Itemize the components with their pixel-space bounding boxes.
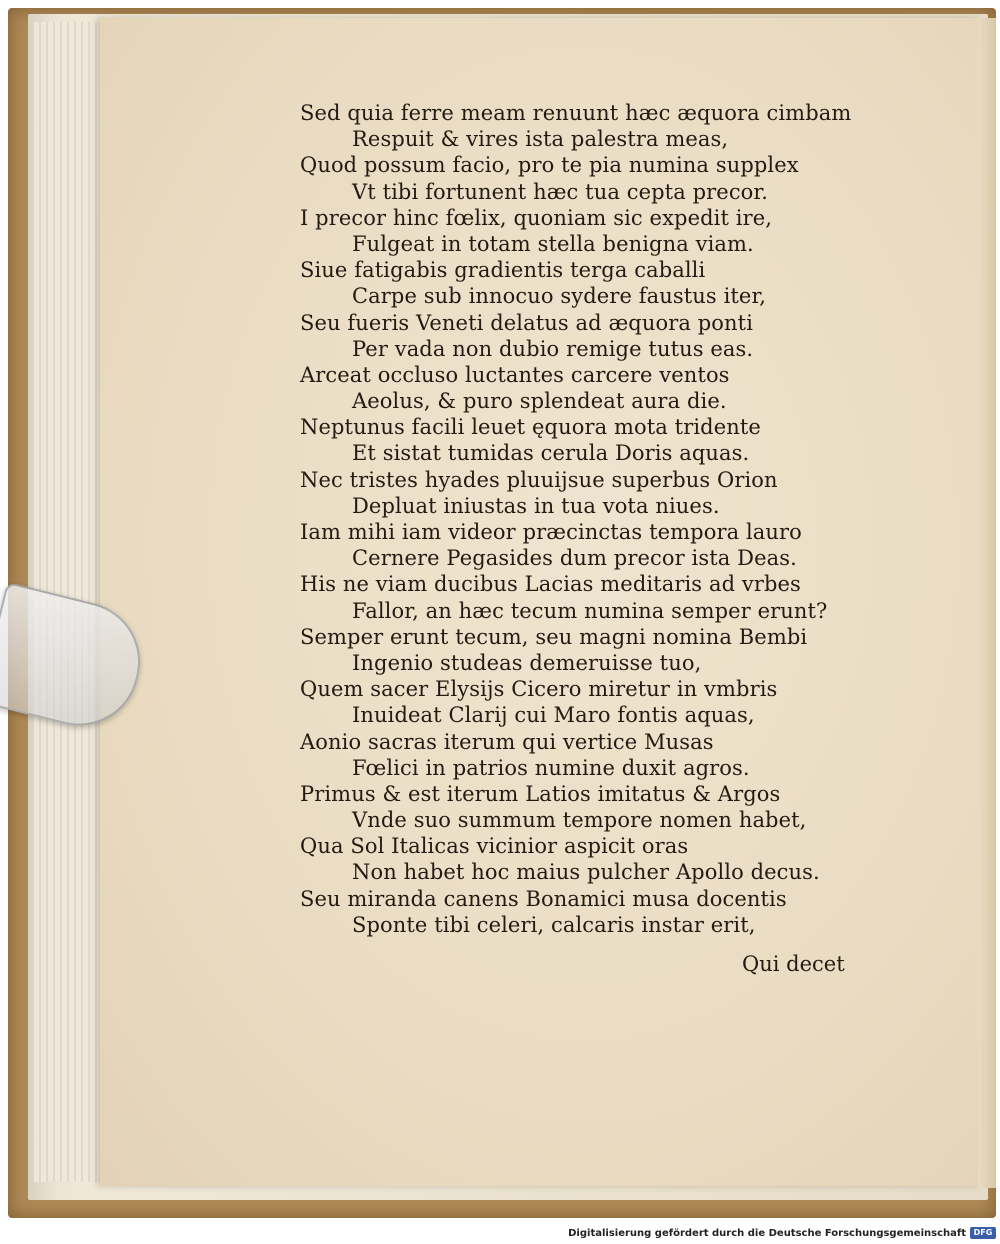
poem-line: Neptunus facili leuet ęquora mota tridente <box>300 415 761 440</box>
poem-line: Respuit & vires ista palestra meas, <box>352 127 729 152</box>
poem-line: Vnde suo summum tempore nomen habet, <box>352 808 807 833</box>
poem-line: Aonio sacras iterum qui vertice Musas <box>300 729 714 754</box>
poem-line: Iam mihi iam videor præcinctas tempora lauro <box>300 520 802 544</box>
poem-text <box>300 100 860 938</box>
poem-line: Carpe sub innocuo sydere faustus iter, <box>352 284 767 309</box>
poem-line: Seu fueris Veneti delatus ad æquora ponti <box>300 310 754 335</box>
footer-credit: Digitalisierung gefördert durch die Deutsche Forschungsgemeinschaft <box>568 1228 966 1239</box>
poem-line: Seu miranda canens Bonamici musa docentis <box>300 886 787 911</box>
poem-line: Per vada non dubio remige tutus eas. <box>352 336 754 361</box>
poem-line: Et sistat tumidas cerula Doris aquas. <box>352 441 750 466</box>
poem-line: Arceat occluso luctantes carcere ventos <box>300 362 730 387</box>
poem-line: Nec tristes hyades pluuijsue superbus Orion <box>300 467 778 492</box>
footer-bar <box>0 1222 1000 1244</box>
poem-line: Non habet hoc maius pulcher Apollo decus. <box>352 860 820 885</box>
poem-line: Inuideat Clarij cui Maro fontis aquas, <box>352 703 755 728</box>
poem-line: Fœlici in patrios numine duxit agros. <box>352 755 750 780</box>
poem-line: Quod possum facio, pro te pia numina supplex <box>300 153 799 178</box>
poem-line: Depluat iniustas in tua vota niues. <box>352 493 720 518</box>
poem-line: Ingenio studeas demeruisse tuo, <box>352 650 702 675</box>
poem-line: Semper erunt tecum, seu magni nomina Bembi <box>300 624 808 649</box>
catchword: Qui decet <box>742 952 845 976</box>
poem-line: Qua Sol Italicas vicinior aspicit oras <box>300 834 689 859</box>
poem-line: Fulgeat in totam stella benigna viam. <box>352 231 754 256</box>
poem-line: Vt tibi fortunent hæc tua cepta precor. <box>352 179 769 204</box>
poem-line: His ne viam ducibus Lacias meditaris ad vrbes <box>300 572 801 597</box>
poem-line: Quem sacer Elysijs Cicero miretur in vmbris <box>300 677 778 702</box>
poem-line: Fallor, an hæc tecum numina semper erunt? <box>352 598 828 623</box>
poem-line: Primus & est iterum Latios imitatus & Argos <box>300 781 781 806</box>
dfg-logo-icon: DFG <box>970 1227 996 1239</box>
poem-line: Sponte tibi celeri, calcaris instar erit, <box>352 912 756 937</box>
poem-line: Cernere Pegasides dum precor ista Deas. <box>352 546 797 571</box>
poem-line: Aeolus, & puro splendeat aura die. <box>352 389 727 414</box>
poem-line: I precor hinc fœlix, quoniam sic expedit ire, <box>300 205 773 230</box>
poem-line: Sed quia ferre meam renuunt hæc æquora cimbam <box>300 101 852 125</box>
poem-line: Siue fatigabis gradientis terga caballi <box>300 258 706 283</box>
right-page-edge <box>978 18 996 1188</box>
